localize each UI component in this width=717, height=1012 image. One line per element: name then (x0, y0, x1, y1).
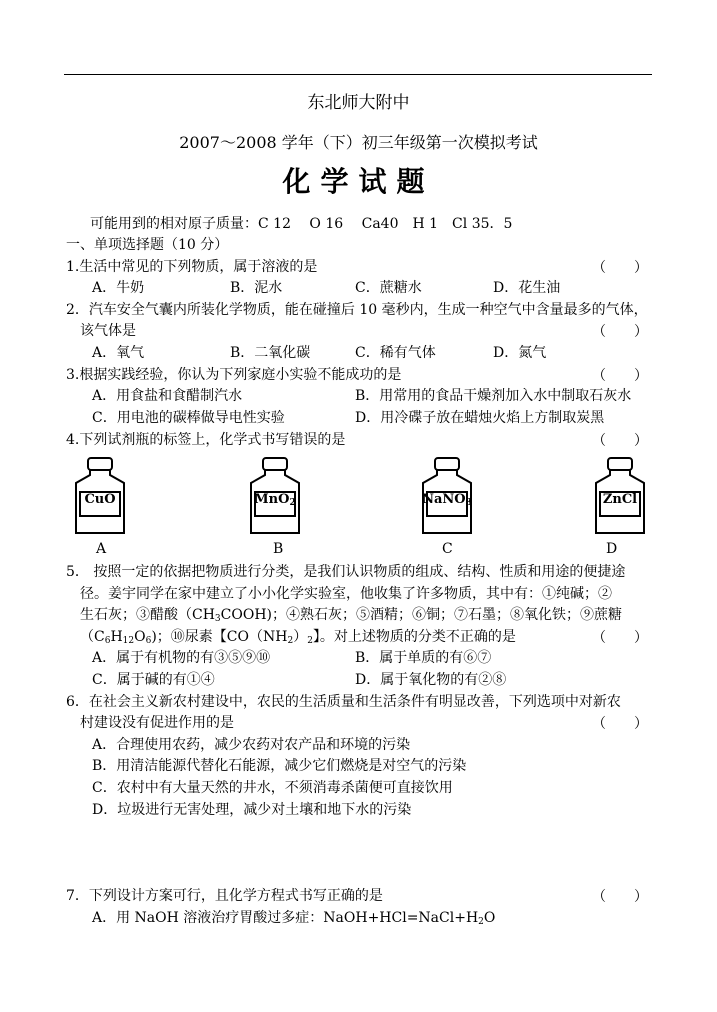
q5-option-d: D．属于氧化物的有②⑧ (355, 672, 507, 688)
q7-answer-blank[interactable]: （ ） (592, 889, 648, 905)
section-heading: 一、单项选择题（10 分） (66, 237, 229, 253)
q6-option-c: C．农村中有大量天然的井水，不须消毒杀菌便可直接饮用 (92, 780, 453, 796)
exam-title: 2007～2008 学年（下）初三年级第一次模拟考试 (179, 133, 538, 152)
label-nano3: NaNO$_3$ (422, 492, 472, 508)
bottle-label-b: B (273, 541, 284, 557)
q7-stem: 7．下列设计方案可行，且化学方程式书写正确的是 (66, 888, 383, 904)
q4-stem: 4.下列试剂瓶的标签上，化学式书写错误的是 (66, 432, 346, 448)
q2-option-b: B．二氧化碳 (230, 345, 311, 361)
q1-option-d: D．花生油 (493, 280, 561, 296)
q6-option-b: B．用清洁能源代替化石能源，减少它们燃烧是对空气的污染 (92, 758, 467, 774)
q2-stem-line2: 该气体是 (80, 323, 136, 339)
q6-line1: 6．在社会主义新农村建设中，农民的生活质量和生活条件有明显改善，下列选项中对新农 (66, 694, 621, 710)
atomic-masses: 可能用到的相对原子质量：C 12 O 16 Ca40 H 1 Cl 35．5 (90, 216, 513, 232)
q5-answer-blank[interactable]: （ ） (592, 630, 648, 646)
q6-line2: 村建设没有促进作用的是 (80, 715, 234, 731)
bottle-label-c: C (442, 541, 453, 557)
label-cuo: CuO (84, 492, 116, 507)
q5-option-b: B．属于单质的有⑥⑦ (355, 650, 492, 666)
q1-stem: 1.生活中常见的下列物质，属于溶液的是 (66, 259, 318, 275)
q5-line3: 生石灰；③醋酸$(CH_3COOH)$；④熟石灰；⑤酒精；⑥铜；⑦石墨；⑧氧化铁；⑨蔗糖 (80, 607, 622, 624)
subject-title: 化学试题 (282, 165, 435, 198)
q2-option-a: A．氧气 (92, 345, 145, 361)
q3-option-d: D．用冷碟子放在蜡烛火焰上方制取炭黑 (355, 410, 605, 426)
bottle-label-a: A (96, 541, 107, 557)
q2-option-c: C．稀有气体 (355, 345, 436, 361)
q1-answer-blank[interactable]: （ ） (592, 260, 648, 276)
bottle-label-d: D (606, 541, 618, 557)
q1-option-b: B．泥水 (230, 280, 283, 296)
q4-answer-blank[interactable]: （ ） (592, 433, 648, 449)
header-rule (64, 74, 652, 75)
label-mno2: MnO$_2$ (254, 492, 296, 508)
q1-option-a: A．牛奶 (92, 280, 145, 296)
q1-option-c: C．蔗糖水 (355, 280, 422, 296)
q2-option-d: D．氮气 (493, 345, 547, 361)
q5-line4: $(C_6H_{12}O_6)$；⑩尿素【$CO(NH_2)_2$】。对上述物质的分类不正确的是 (80, 629, 516, 646)
q5-line2: 径。姜宇同学在家中建立了小小化学实验室，他收集了许多物质，其中有：①纯碱；② (80, 586, 612, 602)
q2-stem-line1: 2．汽车安全气囊内所装化学物质，能在碰撞后 10 毫秒内，生成一种空气中含量最多的气体， (66, 302, 648, 318)
q5-option-a: A．属于有机物的有③⑤⑨⑩ (92, 650, 271, 666)
q3-stem: 3.根据实践经验，你认为下列家庭小实验不能成功的是 (66, 367, 402, 383)
q3-answer-blank[interactable]: （ ） (592, 368, 648, 384)
label-zncl: ZnCl (602, 492, 638, 507)
q3-option-b: B．用常用的食品干燥剂加入水中制取石灰水 (355, 388, 632, 404)
q7-option-a: A．用 NaOH 溶液治疗胃酸过多症：$NaOH+HCl=NaCl+H_2O$ (92, 910, 496, 927)
q6-option-a: A．合理使用农药，减少农药对农产品和环境的污染 (92, 737, 411, 753)
q3-option-c: C．用电池的碳棒做导电性实验 (92, 410, 285, 426)
q2-answer-blank[interactable]: （ ） (592, 324, 648, 340)
q6-answer-blank[interactable]: （ ） (592, 716, 648, 732)
q6-option-d: D．垃圾进行无害处理，减少对土壤和地下水的污染 (92, 802, 412, 818)
q5-line1: 5． 按照一定的依据把物质进行分类，是我们认识物质的组成、结构、性质和用途的便捷途 (66, 564, 626, 580)
school-name: 东北师大附中 (307, 93, 410, 113)
q3-option-a: A．用食盐和食醋制汽水 (92, 388, 243, 404)
q5-option-c: C．属于碱的有①④ (92, 672, 215, 688)
